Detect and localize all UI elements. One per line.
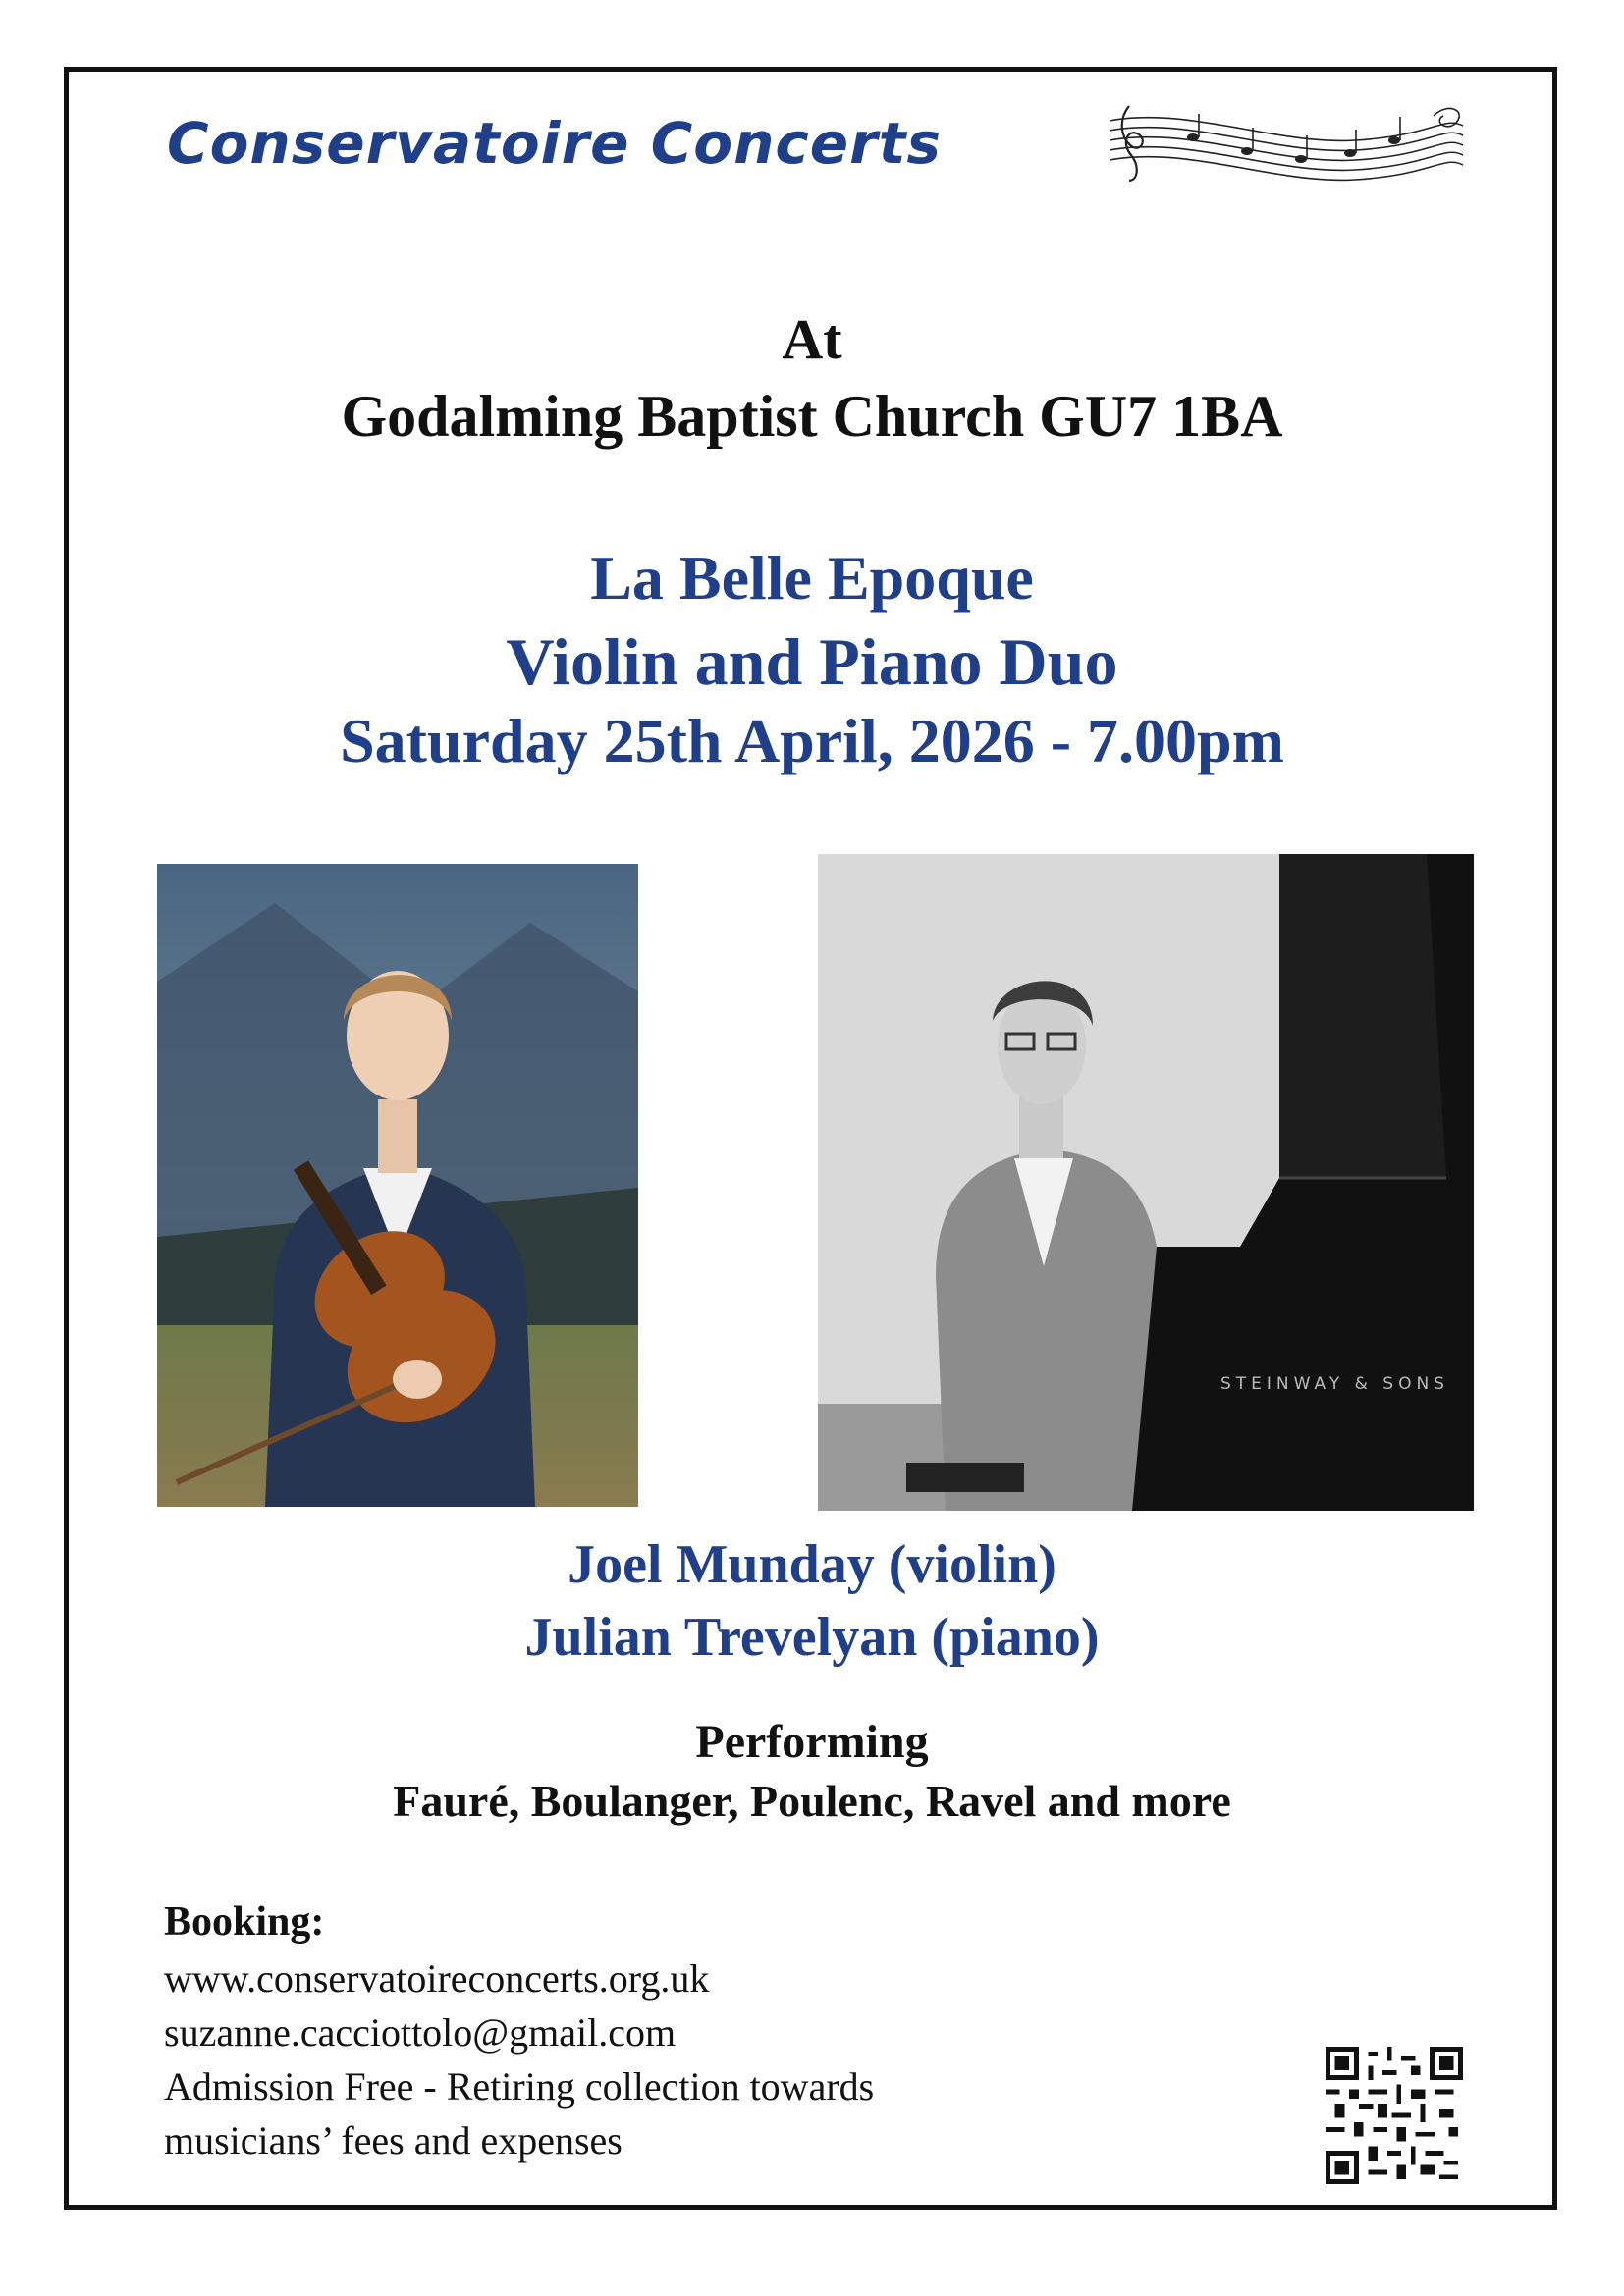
music-staff-icon: [1100, 86, 1468, 194]
booking-heading: Booking:: [164, 1899, 325, 1945]
piano-brand-label: STEINWAY & SONS: [1220, 1374, 1449, 1394]
event-title: La Belle Epoque: [590, 543, 1034, 613]
performer-piano: Julian Trevelyan (piano): [524, 1607, 1100, 1668]
booking-website-link[interactable]: www.conservatoireconcerts.org.uk: [164, 1956, 710, 2001]
venue-prefix: At: [782, 307, 842, 371]
booking-email-link[interactable]: suzanne.cacciottolo@gmail.com: [164, 2010, 677, 2055]
qr-code-icon[interactable]: [1326, 2047, 1463, 2184]
event-datetime: Saturday 25th April, 2026 - 7.00pm: [340, 706, 1284, 775]
pianist-photo: [818, 854, 1474, 1511]
programme-label: Performing: [695, 1716, 929, 1768]
event-subtitle: Violin and Piano Duo: [506, 624, 1118, 699]
organisation-title: Conservatoire Concerts: [167, 110, 942, 177]
admission-line-2: musicians’ fees and expenses: [164, 2118, 623, 2163]
venue-name: Godalming Baptist Church GU7 1BA: [341, 384, 1283, 449]
violinist-photo: [157, 864, 638, 1507]
admission-line-1: Admission Free - Retiring collection towards: [164, 2064, 875, 2109]
booking-section: [164, 1898, 874, 2167]
performer-violin: Joel Munday (violin): [568, 1534, 1056, 1595]
programme-composers: Fauré, Boulanger, Poulenc, Ravel and more: [393, 1776, 1231, 1826]
